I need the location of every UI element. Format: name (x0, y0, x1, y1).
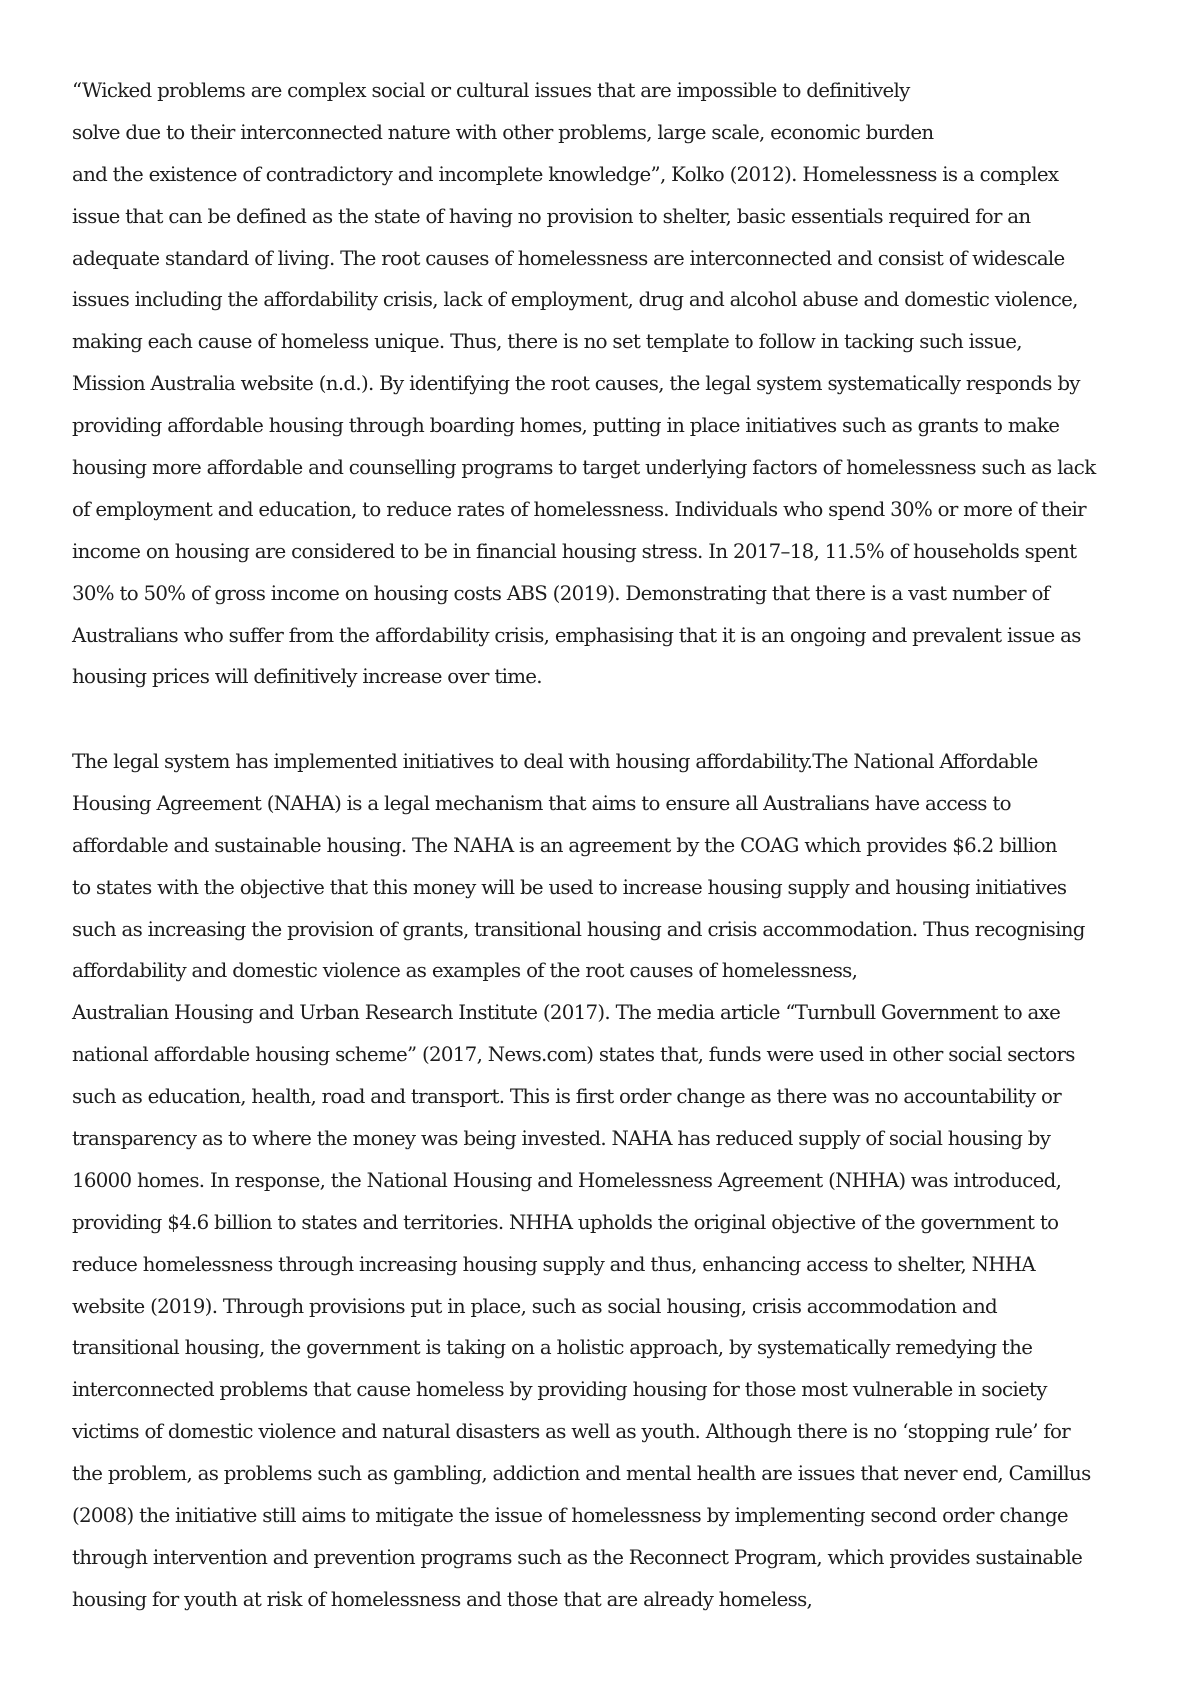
paragraph-legal-system (72, 741, 1152, 1621)
text-line: Australians who suffer from the affordability crisis, emphasising that it is an ongoing and prevalent issue as (72, 623, 1081, 647)
text-line: such as increasing the provision of grants, transitional housing and crisis accommodation. Thus recognising (72, 917, 1085, 941)
text-line: “Wicked problems are complex social or cultural issues that are impossible to definitively (72, 79, 910, 102)
text-line: housing for youth at risk of homelessness and those that are already homeless, (72, 1587, 813, 1611)
text-line: 30% to 50% of gross income on housing costs ABS (2019). Demonstrating that there is a vast number of (72, 581, 1050, 605)
text-line: through intervention and prevention programs such as the Reconnect Program, which provides sustainable (72, 1545, 1083, 1569)
text-line: transitional housing, the government is taking on a holistic approach, by systematically remedying the (72, 1336, 1033, 1360)
text-line: Mission Australia website (n.d.). By identifying the root causes, the legal system systematically responds by (72, 372, 1080, 396)
text-line: such as education, health, road and transport. This is first order change as there was no accountability or (72, 1085, 1062, 1109)
text-line: (2008) the initiative still aims to mitigate the issue of homelessness by implementing second order change (72, 1504, 1068, 1528)
text-line: solve due to their interconnected nature with other problems, large scale, economic burden (72, 120, 934, 144)
text-line: income on housing are considered to be in financial housing stress. In 2017–18, 11.5% of households spent (72, 539, 1077, 563)
text-line: and the existence of contradictory and incomplete knowledge”, Kolko (2012). Homelessness is a complex (72, 162, 1059, 186)
text-line: national affordable housing scheme” (2017, News.com) states that, funds were used in other social sectors (72, 1043, 1075, 1067)
text-line: interconnected problems that cause homeless by providing housing for those most vulnerable in society (72, 1378, 1047, 1402)
text-line: providing affordable housing through boarding homes, putting in place initiatives such as grants to make (72, 414, 1060, 438)
text-line: to states with the objective that this money will be used to increase housing supply and housing initiatives (72, 875, 1067, 899)
text-line: website (2019). Through provisions put in place, such as social housing, crisis accommodation and (72, 1294, 998, 1318)
text-line: victims of domestic violence and natural disasters as well as youth. Although there is no ‘stopping rule’ for (72, 1420, 1071, 1444)
text-line: issues including the affordability crisis, lack of employment, drug and alcohol abuse and domestic violence, (72, 288, 1078, 312)
text-line: of employment and education, to reduce rates of homelessness. Individuals who spend 30% or more of their (72, 497, 1086, 521)
text-line: housing more affordable and counselling programs to target underlying factors of homelessness such as lack (72, 456, 1096, 480)
text-line: affordability and domestic violence as examples of the root causes of homelessness, (72, 959, 858, 983)
text-line: providing $4.6 billion to states and territories. NHHA upholds the original objective of the government to (72, 1210, 1059, 1234)
text-line: adequate standard of living. The root causes of homelessness are interconnected and consist of widescale (72, 246, 1065, 270)
text-line: Australian Housing and Urban Research Institute (2017). The media article “Turnbull Government to axe (72, 1001, 1061, 1025)
text-line: housing prices will definitively increase over time. (72, 665, 542, 689)
text-line: making each cause of homeless unique. Thus, there is no set template to follow in tacking such issue, (72, 330, 1022, 354)
text-line: issue that can be defined as the state of having no provision to shelter, basic essentials required for an (72, 204, 1031, 228)
text-line: 16000 homes. In response, the National Housing and Homelessness Agreement (NHHA) was introduced, (72, 1168, 1062, 1192)
text-line: Housing Agreement (NAHA) is a legal mechanism that aims to ensure all Australians have access to (72, 791, 1011, 815)
text-line: The legal system has implemented initiatives to deal with housing affordability.The National Affordable (72, 750, 1038, 773)
text-line: reduce homelessness through increasing housing supply and thus, enhancing access to shelter, NHHA (72, 1252, 1035, 1276)
paragraph-wicked-problems (72, 70, 1152, 698)
text-line: the problem, as problems such as gambling, addiction and mental health are issues that never end, Camillus (72, 1462, 1091, 1486)
text-line: affordable and sustainable housing. The NAHA is an agreement by the COAG which provides $6.2 billion (72, 833, 1057, 857)
text-line: transparency as to where the money was being invested. NAHA has reduced supply of social housing by (72, 1127, 1051, 1151)
